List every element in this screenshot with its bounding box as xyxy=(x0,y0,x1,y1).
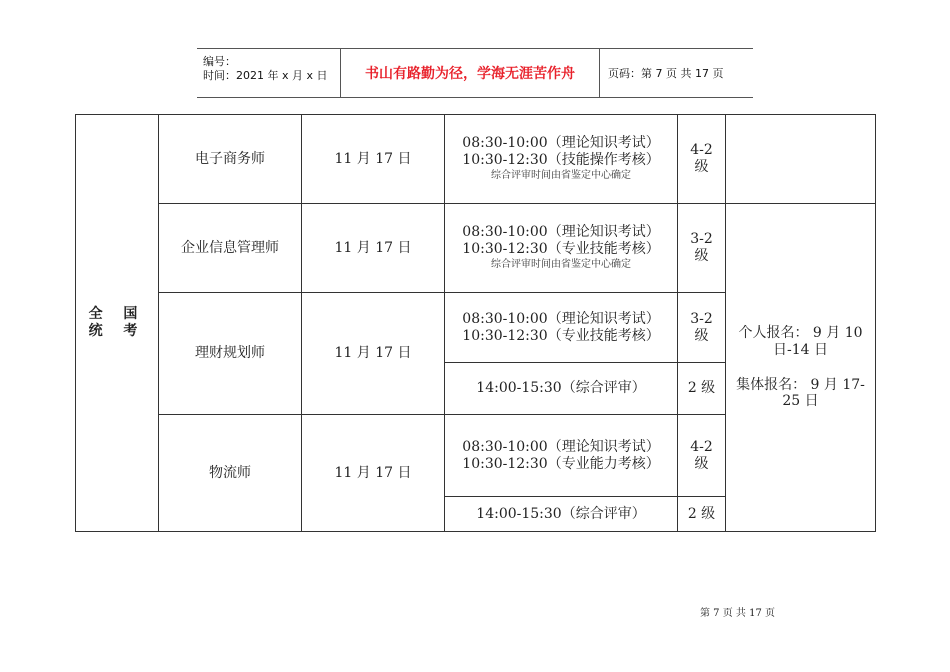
note-text: 综合评审时间由省鉴定中心确定 xyxy=(491,258,631,270)
table-row xyxy=(76,115,876,204)
time-slot: 14:00-15:30（综合评审） xyxy=(445,497,678,532)
level-cell: 2 级 xyxy=(678,497,726,532)
group-registration: 集体报名： 9 月 17-25 日 xyxy=(736,376,865,410)
header-page: 页码：第 7 页 共 17 页 xyxy=(608,67,724,80)
exam-times xyxy=(445,293,678,363)
level-cell: 2 级 xyxy=(678,363,726,415)
exam-times xyxy=(445,204,678,293)
time-slot: 10:30-12:30（专业能力考核） xyxy=(462,455,660,472)
category-cell xyxy=(76,115,159,532)
note-text: 综合评审时间由省鉴定中心确定 xyxy=(491,169,631,181)
level-range: 3-2 xyxy=(690,231,713,248)
exam-date: 11 月 17 日 xyxy=(302,204,445,293)
page-header xyxy=(197,48,753,98)
registration-cell xyxy=(726,204,876,532)
exam-schedule-table xyxy=(75,114,876,532)
time-slot: 08:30-10:00（理论知识考试） xyxy=(462,438,660,455)
header-motto: 书山有路勤为径，学海无涯苦作舟 xyxy=(341,49,600,97)
table-row xyxy=(76,204,876,293)
exam-times xyxy=(445,415,678,497)
time-slot: 08:30-10:00（理论知识考试） xyxy=(462,224,660,241)
header-time: 时间：2021 年 x 月 x 日 xyxy=(203,69,328,82)
level-range: 3-2 xyxy=(690,310,713,327)
personal-registration: 个人报名： 9 月 10 日-14 日 xyxy=(738,324,863,358)
header-meta-cell xyxy=(197,49,341,97)
header-number: 编号： xyxy=(203,55,236,68)
exam-date: 11 月 17 日 xyxy=(302,293,445,415)
level-range: 4-2 xyxy=(690,438,713,455)
time-slot: 08:30-10:00（理论知识考试） xyxy=(462,310,660,327)
time-slot: 10:30-12:30（专业技能考核） xyxy=(462,327,660,344)
level-unit: 级 xyxy=(694,455,709,472)
time-slot: 08:30-10:00（理论知识考试） xyxy=(462,135,660,152)
level-range: 4-2 xyxy=(690,142,713,159)
job-name: 企业信息管理师 xyxy=(159,204,302,293)
exam-date: 11 月 17 日 xyxy=(302,115,445,204)
level-cell xyxy=(678,293,726,363)
page-footer: 第 7 页 共 17 页 xyxy=(700,608,775,619)
empty-cell xyxy=(726,115,876,204)
level-cell xyxy=(678,204,726,293)
level-unit: 级 xyxy=(694,159,709,175)
level-cell xyxy=(678,115,726,204)
job-name: 理财规划师 xyxy=(159,293,302,415)
level-unit: 级 xyxy=(694,327,709,344)
level-cell xyxy=(678,415,726,497)
level-unit: 级 xyxy=(694,248,709,264)
time-slot: 10:30-12:30（技能操作考核） xyxy=(462,152,660,168)
exam-times xyxy=(445,115,678,204)
time-slot: 14:00-15:30（综合评审） xyxy=(445,363,678,415)
category-label: 全 国 统 考 xyxy=(88,306,146,339)
job-name: 物流师 xyxy=(159,415,302,532)
exam-date: 11 月 17 日 xyxy=(302,415,445,532)
job-name: 电子商务师 xyxy=(159,115,302,204)
time-slot: 10:30-12:30（专业技能考核） xyxy=(462,241,660,257)
